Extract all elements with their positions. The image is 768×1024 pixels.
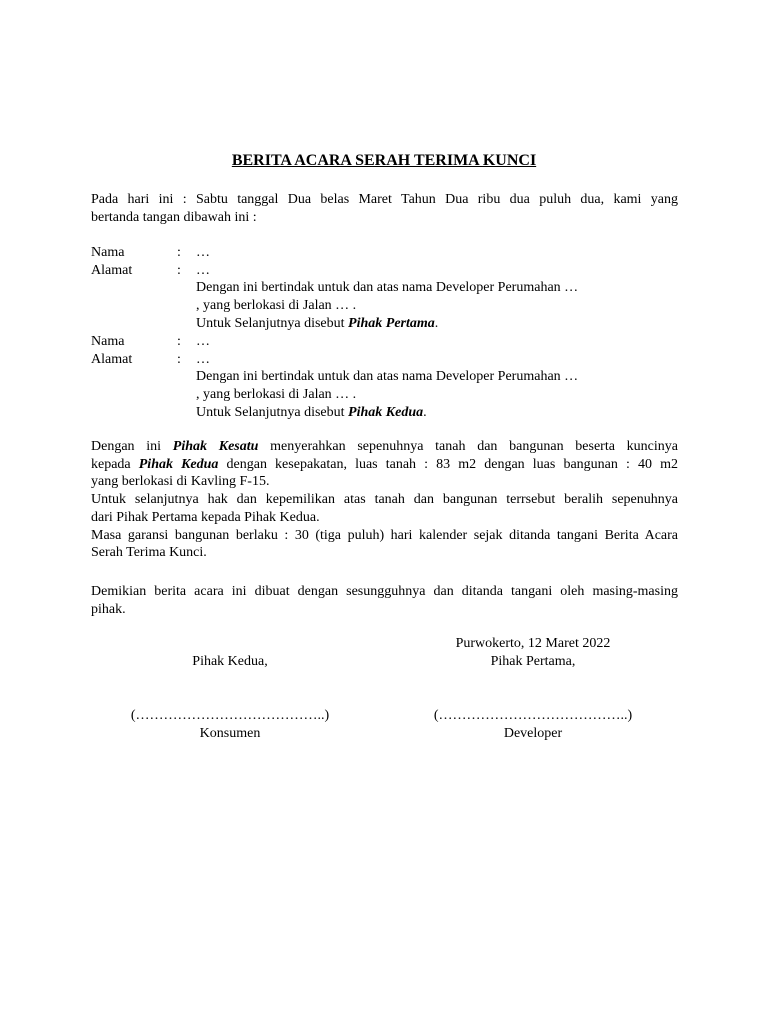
right-signature-line: (…………………………………..): [433, 708, 633, 723]
body-line-3: yang berlokasi di Kavling F-15.: [91, 474, 270, 490]
body-line-5: dari Pihak Pertama kepada Pihak Kedua.: [91, 509, 320, 525]
location-text: , yang berlokasi di Jalan … .: [196, 387, 357, 403]
handover-paragraph: [91, 438, 678, 562]
acting-text: Dengan ini bertindak untuk dan atas nama Developer Perumahan …: [196, 369, 579, 385]
left-signatory-name: Konsumen: [199, 726, 261, 741]
designation-name: Pihak Pertama: [348, 315, 435, 331]
address-value: …: [196, 262, 210, 278]
document-title: BERITA ACARA SERAH TERIMA KUNCI: [231, 152, 537, 169]
location-text: , yang berlokasi di Jalan … .: [196, 298, 357, 314]
party-two-address-row: [91, 351, 678, 369]
place-and-date: Purwokerto, 12 Maret 2022: [455, 636, 611, 651]
designation-line: [196, 404, 427, 422]
party-two-designation-row: [91, 404, 678, 422]
body-text: Dengan ini: [91, 439, 173, 454]
name-value: …: [196, 334, 210, 349]
designation-suffix: .: [423, 404, 427, 420]
body-line-2: [91, 456, 678, 474]
address-value: …: [196, 351, 210, 367]
body-text: dengan kesepakatan, luas tanah : 83 m2 dengan luas bangunan : 40 m2: [218, 456, 678, 472]
party-one-block: [91, 244, 678, 332]
address-label: Alamat: [91, 262, 133, 278]
party-two-location-row: [91, 386, 678, 404]
party-one-name-row: [91, 244, 678, 262]
body-text: kepada: [91, 456, 139, 472]
colon: :: [177, 245, 181, 260]
body-line-1: [91, 438, 678, 456]
party-two-name-row: [91, 333, 678, 351]
body-line-6: Masa garansi bangunan berlaku : 30 (tiga puluh) hari kalender sejak ditanda tangani Berita Acara: [91, 527, 678, 543]
body-line-4: Untuk selanjutnya hak dan kepemilikan atas tanah dan bangunan terrsebut beralih sepenuhnya: [91, 492, 678, 508]
designation-prefix: Untuk Selanjutnya disebut: [196, 315, 349, 331]
name-label: Nama: [91, 245, 125, 260]
party-two-acting-row: [91, 368, 678, 386]
body-line-7: Serah Terima Kunci.: [91, 545, 207, 561]
party-one-acting-row: [91, 279, 678, 297]
designation-line: [196, 315, 438, 333]
right-signatory-role: Pihak Pertama,: [490, 654, 576, 669]
designation-suffix: .: [434, 315, 439, 331]
closing-line-2: pihak.: [91, 601, 126, 617]
party-reference: Pihak Kesatu: [172, 439, 259, 454]
body-text: menyerahkan sepenuhnya tanah dan bangunan beserta kuncinya: [258, 439, 678, 454]
colon: :: [177, 334, 181, 349]
name-value: …: [196, 245, 210, 260]
address-label: Alamat: [91, 351, 133, 367]
closing-line-1: Demikian berita acara ini dibuat dengan sesungguhnya dan ditanda tangani oleh masing-masing: [91, 584, 678, 599]
left-signatory-role: Pihak Kedua,: [192, 654, 268, 669]
party-one-location-row: [91, 297, 678, 315]
colon: :: [177, 262, 181, 278]
party-one-designation-row: [91, 315, 678, 333]
closing-paragraph: [91, 583, 678, 618]
colon: :: [177, 351, 181, 367]
party-two-block: [91, 333, 678, 421]
party-reference: Pihak Kedua: [138, 456, 219, 472]
intro-line-1: Pada hari ini : Sabtu tanggal Dua belas Maret Tahun Dua ribu dua puluh dua, kami yang: [91, 192, 678, 207]
acting-text: Dengan ini bertindak untuk dan atas nama Developer Perumahan …: [196, 280, 579, 296]
designation-prefix: Untuk Selanjutnya disebut: [196, 404, 349, 420]
intro-paragraph: [91, 191, 678, 226]
party-one-address-row: [91, 262, 678, 280]
left-signature-line: (…………………………………..): [130, 708, 330, 723]
right-signatory-name: Developer: [503, 726, 563, 741]
intro-line-2: bertanda tangan dibawah ini :: [91, 209, 257, 225]
name-label: Nama: [91, 334, 125, 349]
designation-name: Pihak Kedua: [348, 404, 424, 420]
